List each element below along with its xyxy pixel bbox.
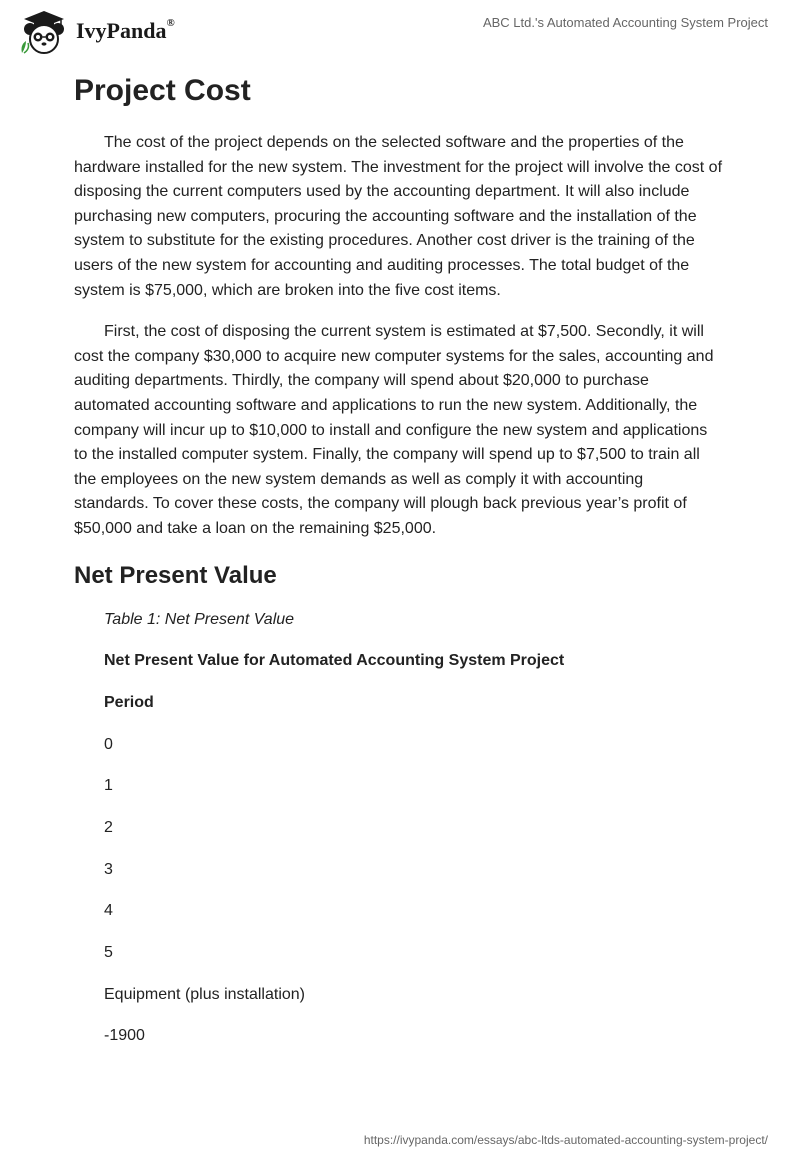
ivypanda-logo[interactable]: [16, 9, 175, 55]
period-cell: 5: [104, 944, 113, 961]
paragraph-cost-breakdown: First, the cost of disposing the current system is estimated at $7,500. Secondly, it will cost the company $30,000 to acquire new computer systems for the sales, accounting and auditing departments. Thirdly, the company will spend about $20,000 to purchase automated accounting software and applications to run the new system. Additionally, the company will incur up to $10,000 to install and configure the new system and applications to the installed computer system. Finally, the company will spend up to $7,500 to train all the employees on the new system demands as well as comply it with accounting standards. To cover these costs, the company will plough back previous year’s profit of $50,000 and take a loan on the remaining $25,000.: [74, 323, 714, 537]
paragraph-cost-overview: The cost of the project depends on the selected software and the properties of the hardware installed for the new system. The investment for the project will involve the cost of disposing the current computers used by the accounting department. It will also include purchasing new computers, procuring the accounting software and the installation of the system to substitute for the existing procedures. Another cost driver is the training of the users of the new system for accounting and auditing processes. The total budget of the system is $75,000, which are broken into the five cost items.: [74, 134, 723, 299]
row-label-equipment: Equipment (plus installation): [104, 985, 305, 1003]
source-url-link[interactable]: https://ivypanda.com/essays/abc-ltds-automated-accounting-system-project/: [363, 1133, 768, 1147]
heading-project-cost: Project Cost: [74, 74, 251, 107]
period-cell: 1: [104, 777, 113, 795]
table-title: Net Present Value for Automated Accounting System Project: [104, 652, 565, 670]
brand-name: IvyPanda®: [76, 16, 175, 43]
heading-net-present-value: Net Present Value: [74, 561, 277, 589]
period-cell: 2: [104, 818, 113, 836]
panda-mascot-icon: [16, 9, 72, 55]
period-cell: 3: [104, 860, 113, 878]
table-caption: Table 1: Net Present Value: [104, 610, 295, 628]
period-header: Period: [104, 693, 154, 711]
npv-table: [104, 610, 722, 1069]
equipment-value-cell: -1900: [104, 1027, 145, 1045]
page-header: [0, 0, 800, 60]
article-body: [74, 74, 722, 1068]
period-cell: 4: [104, 902, 113, 920]
document-title: ABC Ltd.'s Automated Accounting System Project: [482, 15, 768, 30]
period-cell: 0: [104, 735, 113, 753]
